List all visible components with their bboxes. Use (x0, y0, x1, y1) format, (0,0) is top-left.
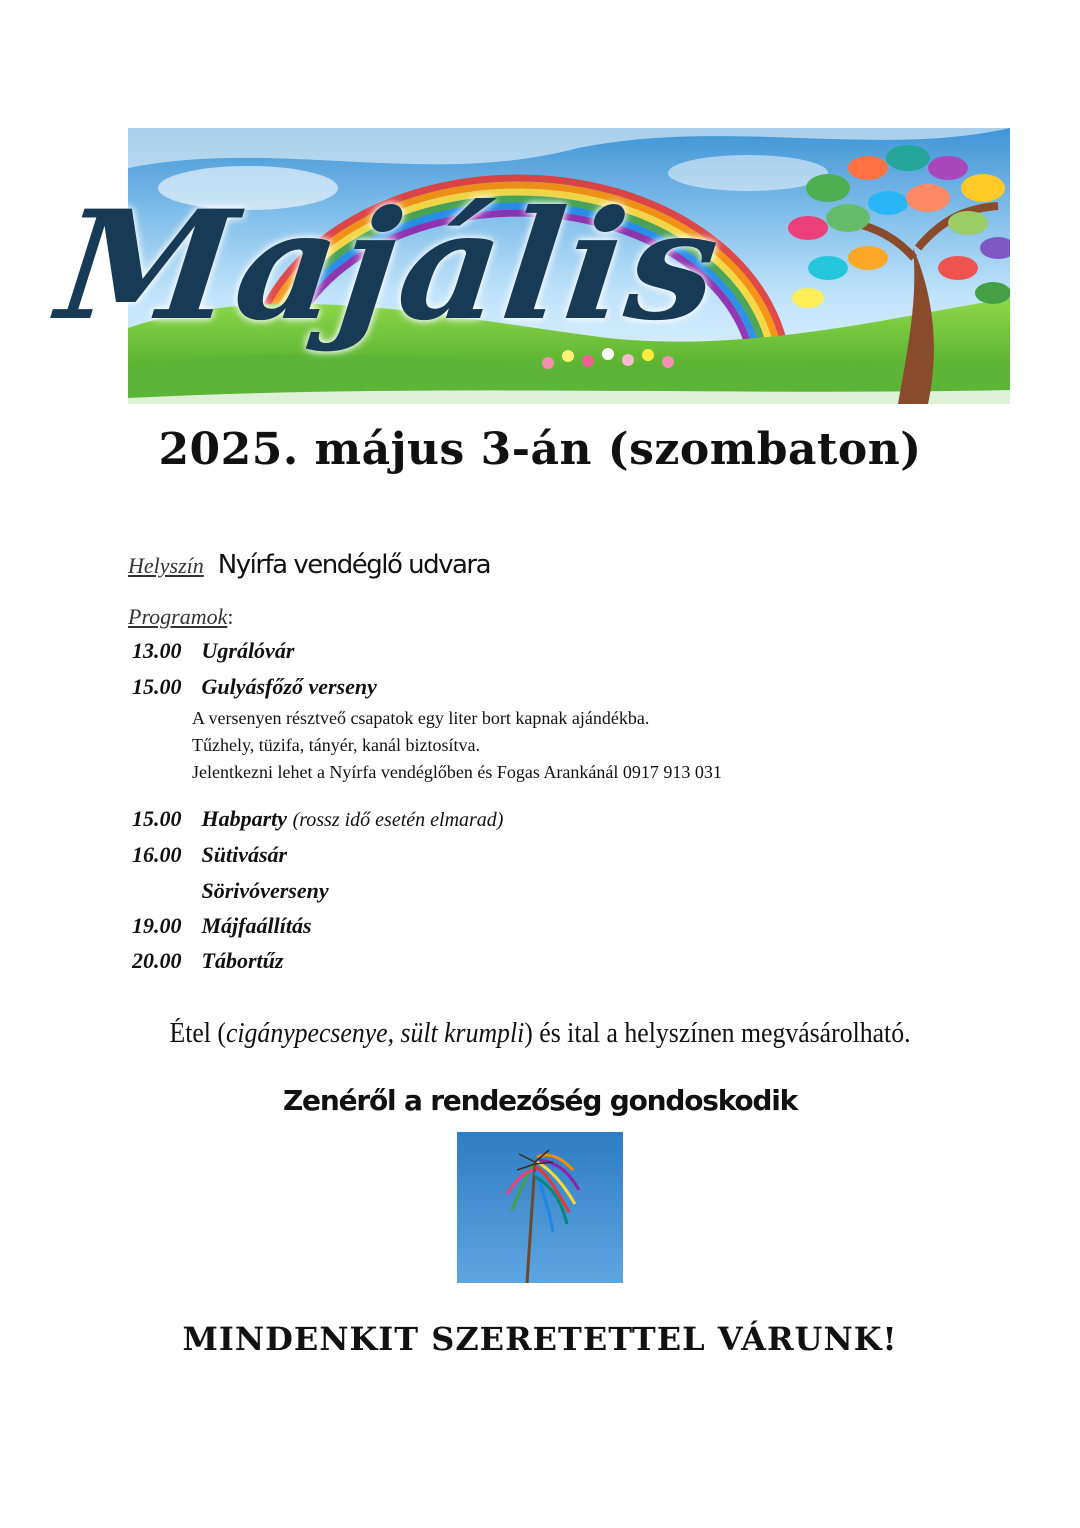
program-time: 19.00 (132, 913, 182, 938)
program-time: 13.00 (132, 638, 182, 663)
programs-label: Programok (128, 604, 228, 629)
program-item (132, 842, 287, 868)
program-item (132, 806, 503, 832)
banner-title: Majális (51, 178, 729, 354)
program-note: (rossz idő esetén elmarad) (292, 809, 504, 831)
welcome-message: MINDENKIT SZERETETTEL VÁRUNK! (182, 1320, 898, 1358)
venue-value: Nyírfa vendéglő udvara (217, 550, 491, 580)
program-item (132, 948, 283, 974)
food-items: cigánypecsenye, sült krumpli (225, 1018, 525, 1049)
program-name: Habparty (201, 806, 288, 831)
program-time: 16.00 (132, 842, 182, 867)
maypole-photo (457, 1132, 623, 1283)
food-drink-line: Étel (cigánypecsenye, sült krumpli) és ital a helyszínen megvásárolható. (169, 1018, 911, 1049)
programs-label-row: Programok: (128, 604, 234, 629)
contest-detail-line: Jelentkezni lehet a Nyírfa vendéglőben és Fogas Arankánál 0917 913 031 (192, 762, 722, 782)
venue-row (128, 550, 490, 580)
contest-detail-line: A versenyen résztveő csapatok egy liter bort kapnak ajándékba. (192, 708, 650, 728)
program-name: Sütivásár (201, 842, 288, 867)
program-name: Gulyásfőző verseny (201, 674, 377, 699)
program-item (132, 913, 312, 939)
event-date-heading: 2025. május 3-án (szombaton) (158, 424, 922, 475)
contest-detail-line: Tűzhely, tüzifa, tányér, kanál biztosítva. (192, 735, 480, 755)
music-line: Zenéről a rendezőség gondoskodik (282, 1084, 798, 1117)
program-item (132, 674, 377, 700)
program-item (132, 878, 329, 904)
program-time: 20.00 (132, 948, 182, 973)
program-time: 15.00 (132, 806, 182, 831)
program-time: 15.00 (132, 674, 182, 699)
program-item (132, 638, 294, 664)
program-name: Ugrálóvár (201, 638, 295, 663)
program-name: Sörivóverseny (201, 878, 329, 903)
program-name: Tábortűz (201, 948, 284, 973)
program-name: Májfaállítás (201, 913, 312, 938)
venue-label: Helyszín (128, 553, 204, 578)
